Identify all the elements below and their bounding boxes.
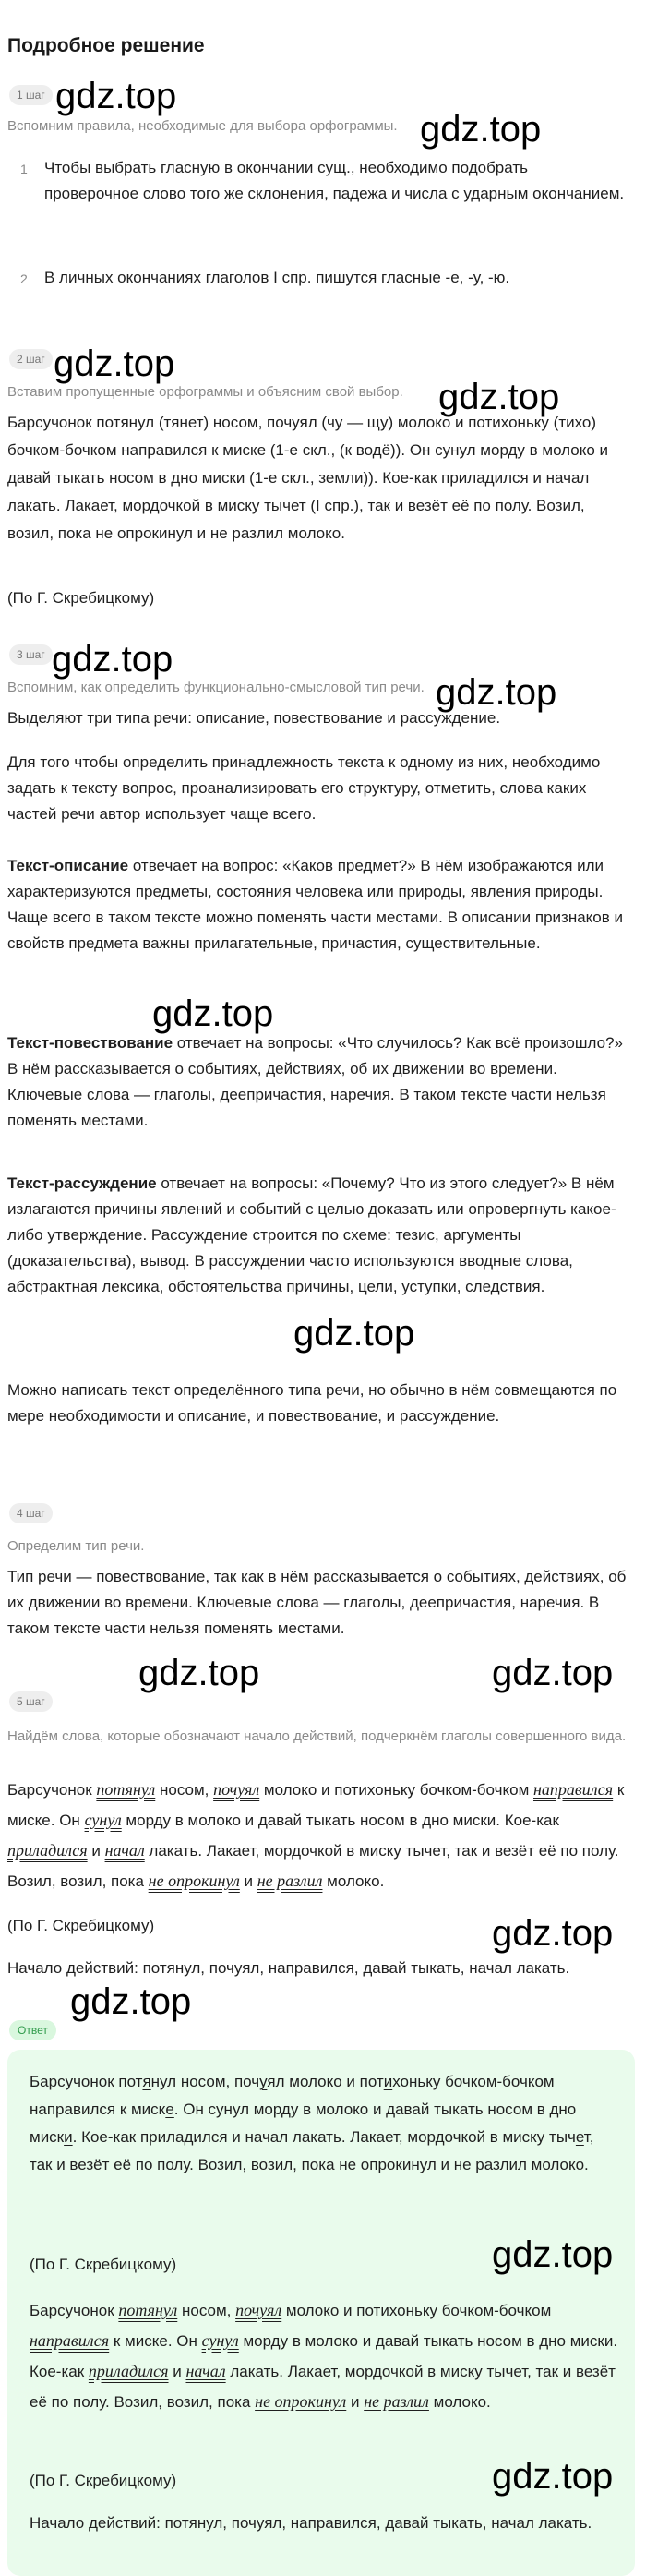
- watermark-logo: gdz.top: [420, 109, 542, 150]
- step-paragraph: Можно написать текст определённого типа речи, но обычно в нём совмещаются по мере необходимости и описание, и повествование, и рассуждение.: [7, 1381, 617, 1425]
- text-reasoning-paragraph: [7, 1171, 635, 1300]
- step-badge-1: 1 шаг: [9, 85, 53, 105]
- watermark-logo: gdz.top: [436, 672, 557, 713]
- term-text: отвечает на вопрос: «Каков предмет?» В нём изображаются или характеризуются предметы, состояния человека или природы, явления природы. Чаще всего в таком тексте можно поменять части местами. В описании признаков и свойств предмета важны прилагательные, причастия, существительные.: [7, 857, 624, 952]
- step-badge-4: 4 шаг: [9, 1503, 53, 1523]
- step-paragraph: Барсучонок потянул (тянет) носом, почуял (чу — щу) молоко и потихоньку (тихо) бочком-бочком направился к миске (1-е скл., (к водё)). Он сунул морду в молоко и давай тыкать носом в дно миски (1-е скл., земли)). Кое-как приладился и начал лакать. Лакает, мордочкой в миску тычет (I спр.), так и везёт её по полу. Возил, возил, пока не опрокинул и не разлил молоко.: [7, 414, 609, 542]
- watermark-logo: gdz.top: [492, 2456, 614, 2497]
- step-description-2: Вставим пропущенные орфограммы и объясним свой выбор.: [7, 384, 403, 400]
- watermark-logo: gdz.top: [54, 343, 175, 384]
- watermark-logo: gdz.top: [492, 1653, 614, 1693]
- term-reasoning: Текст-рассуждение: [7, 1174, 157, 1192]
- watermark-logo: gdz.top: [52, 639, 173, 680]
- underlined-text: Барсучонок потянул носом, почуял молоко и потихоньку бочком-бочком направился к миске. Он сунул морду в молоко и давай тыкать носом в дно миски. Кое-как приладился и начал лакать. Лакает, мордочкой в миску тычет, так и везёт её по полу. Возил, возил, пока не опрокинул и не разлил молоко.: [7, 1780, 625, 1890]
- watermark-logo: gdz.top: [138, 1653, 260, 1693]
- step-description-4: Определим тип речи.: [7, 1538, 145, 1554]
- watermark-logo: gdz.top: [152, 993, 274, 1034]
- source-citation: (По Г. Скребицкому): [30, 2256, 177, 2273]
- action-start-list: Начало действий: потянул, почуял, направился, давай тыкать, начал лакать.: [7, 1959, 570, 1977]
- term-text: отвечает на вопросы: «Почему? Что из этого следует?» В нём излагаются причины явлений и событий с целью доказать или опровергнуть какое-либо утверждение. Рассуждение строится по схеме: тезис, аргументы (доказательства), вывод. В рассуждении часто используются вводные слова, абстрактная лексика, обстоятельства причины, цели, уступки, следствия.: [7, 1174, 616, 1295]
- step-description-3: Вспомним, как определить функционально-смысловой тип речи.: [7, 680, 425, 695]
- watermark-logo: gdz.top: [492, 1913, 614, 1954]
- action-start-list: Начало действий: потянул, почуял, направился, давай тыкать, начал лакать.: [30, 2514, 592, 2532]
- term-description: Текст-описание: [7, 857, 129, 874]
- watermark-logo: gdz.top: [70, 1981, 192, 2022]
- answer-paragraph: Барсучонок потянул носом, почуял молоко и потихоньку бочком-бочком направился к миске. Он сунул морду в молоко и давай тыкать носом в дно миски. Кое-как приладился и начал лакать. Лакает, мордочкой в миску тычет, так и везёт её по полу. Возил, возил, пока не опрокинул и не разлил молоко.: [30, 2073, 594, 2173]
- step-badge-3: 3 шаг: [9, 644, 53, 665]
- source-citation: (По Г. Скребицкому): [7, 589, 155, 607]
- step-badge-2: 2 шаг: [9, 349, 53, 369]
- watermark-logo: gdz.top: [438, 377, 560, 417]
- source-citation: (По Г. Скребицкому): [30, 2472, 177, 2489]
- answer-badge: Ответ: [9, 2020, 56, 2040]
- step-paragraph: Для того чтобы определить принадлежность текста к одному из них, необходимо задать к тексту вопрос, проанализировать его структуру, отметить, слова каких частей речи автор использует чаще всего.: [7, 753, 601, 823]
- list-item: Чтобы выбрать гласную в окончании сущ., необходимо подобрать проверочное слово того же склонения, падежа и числа с ударным окончанием.: [44, 159, 625, 202]
- page-title: Подробное решение: [7, 35, 205, 56]
- list-item: В личных окончаниях глаголов I спр. пишутся гласные -е, -у, -ю.: [44, 269, 510, 286]
- term-text: отвечает на вопросы: «Что случилось? Как всё произошло?» В нём рассказывается о событиях, действиях, об их движении во времени. Ключевые слова — глаголы, деепричастия, наречия. В таком тексте части нельзя поменять местами.: [7, 1034, 623, 1129]
- watermark-logo: gdz.top: [55, 76, 177, 116]
- step-paragraph: Тип речи — повествование, так как в нём рассказывается о событиях, действиях, об их движении во времени. Ключевые слова — глаголы, деепричастия, наречия. В таком тексте части нельзя поменять местами.: [7, 1568, 627, 1637]
- step-paragraph: Выделяют три типа речи: описание, повествование и рассуждение.: [7, 709, 501, 727]
- list-item-number: 1: [20, 162, 28, 176]
- watermark-logo: gdz.top: [293, 1313, 415, 1354]
- answer-underlined-text: Барсучонок потянул носом, почуял молоко и потихоньку бочком-бочком направился к миске. Он сунул морду в молоко и давай тыкать носом в дно миски. Кое-как приладился и начал лакать. Лакает, мордочкой в миску тычет, так и везёт её по полу. Возил, возил, пока не опрокинул и не разлил молоко.: [30, 2301, 618, 2411]
- text-narration-paragraph: [7, 1030, 635, 1134]
- term-narration: Текст-повествование: [7, 1034, 173, 1052]
- source-citation: (По Г. Скребицкому): [7, 1917, 155, 1934]
- watermark-logo: gdz.top: [492, 2234, 614, 2275]
- text-description-paragraph: [7, 853, 635, 957]
- step-description-1: Вспомним правила, необходимые для выбора орфограммы.: [7, 118, 398, 134]
- step-description-5: Найдём слова, которые обозначают начало действий, подчеркнём глаголы совершенного вида.: [7, 1728, 627, 1744]
- step-badge-5: 5 шаг: [9, 1691, 53, 1712]
- list-item-number: 2: [20, 271, 28, 286]
